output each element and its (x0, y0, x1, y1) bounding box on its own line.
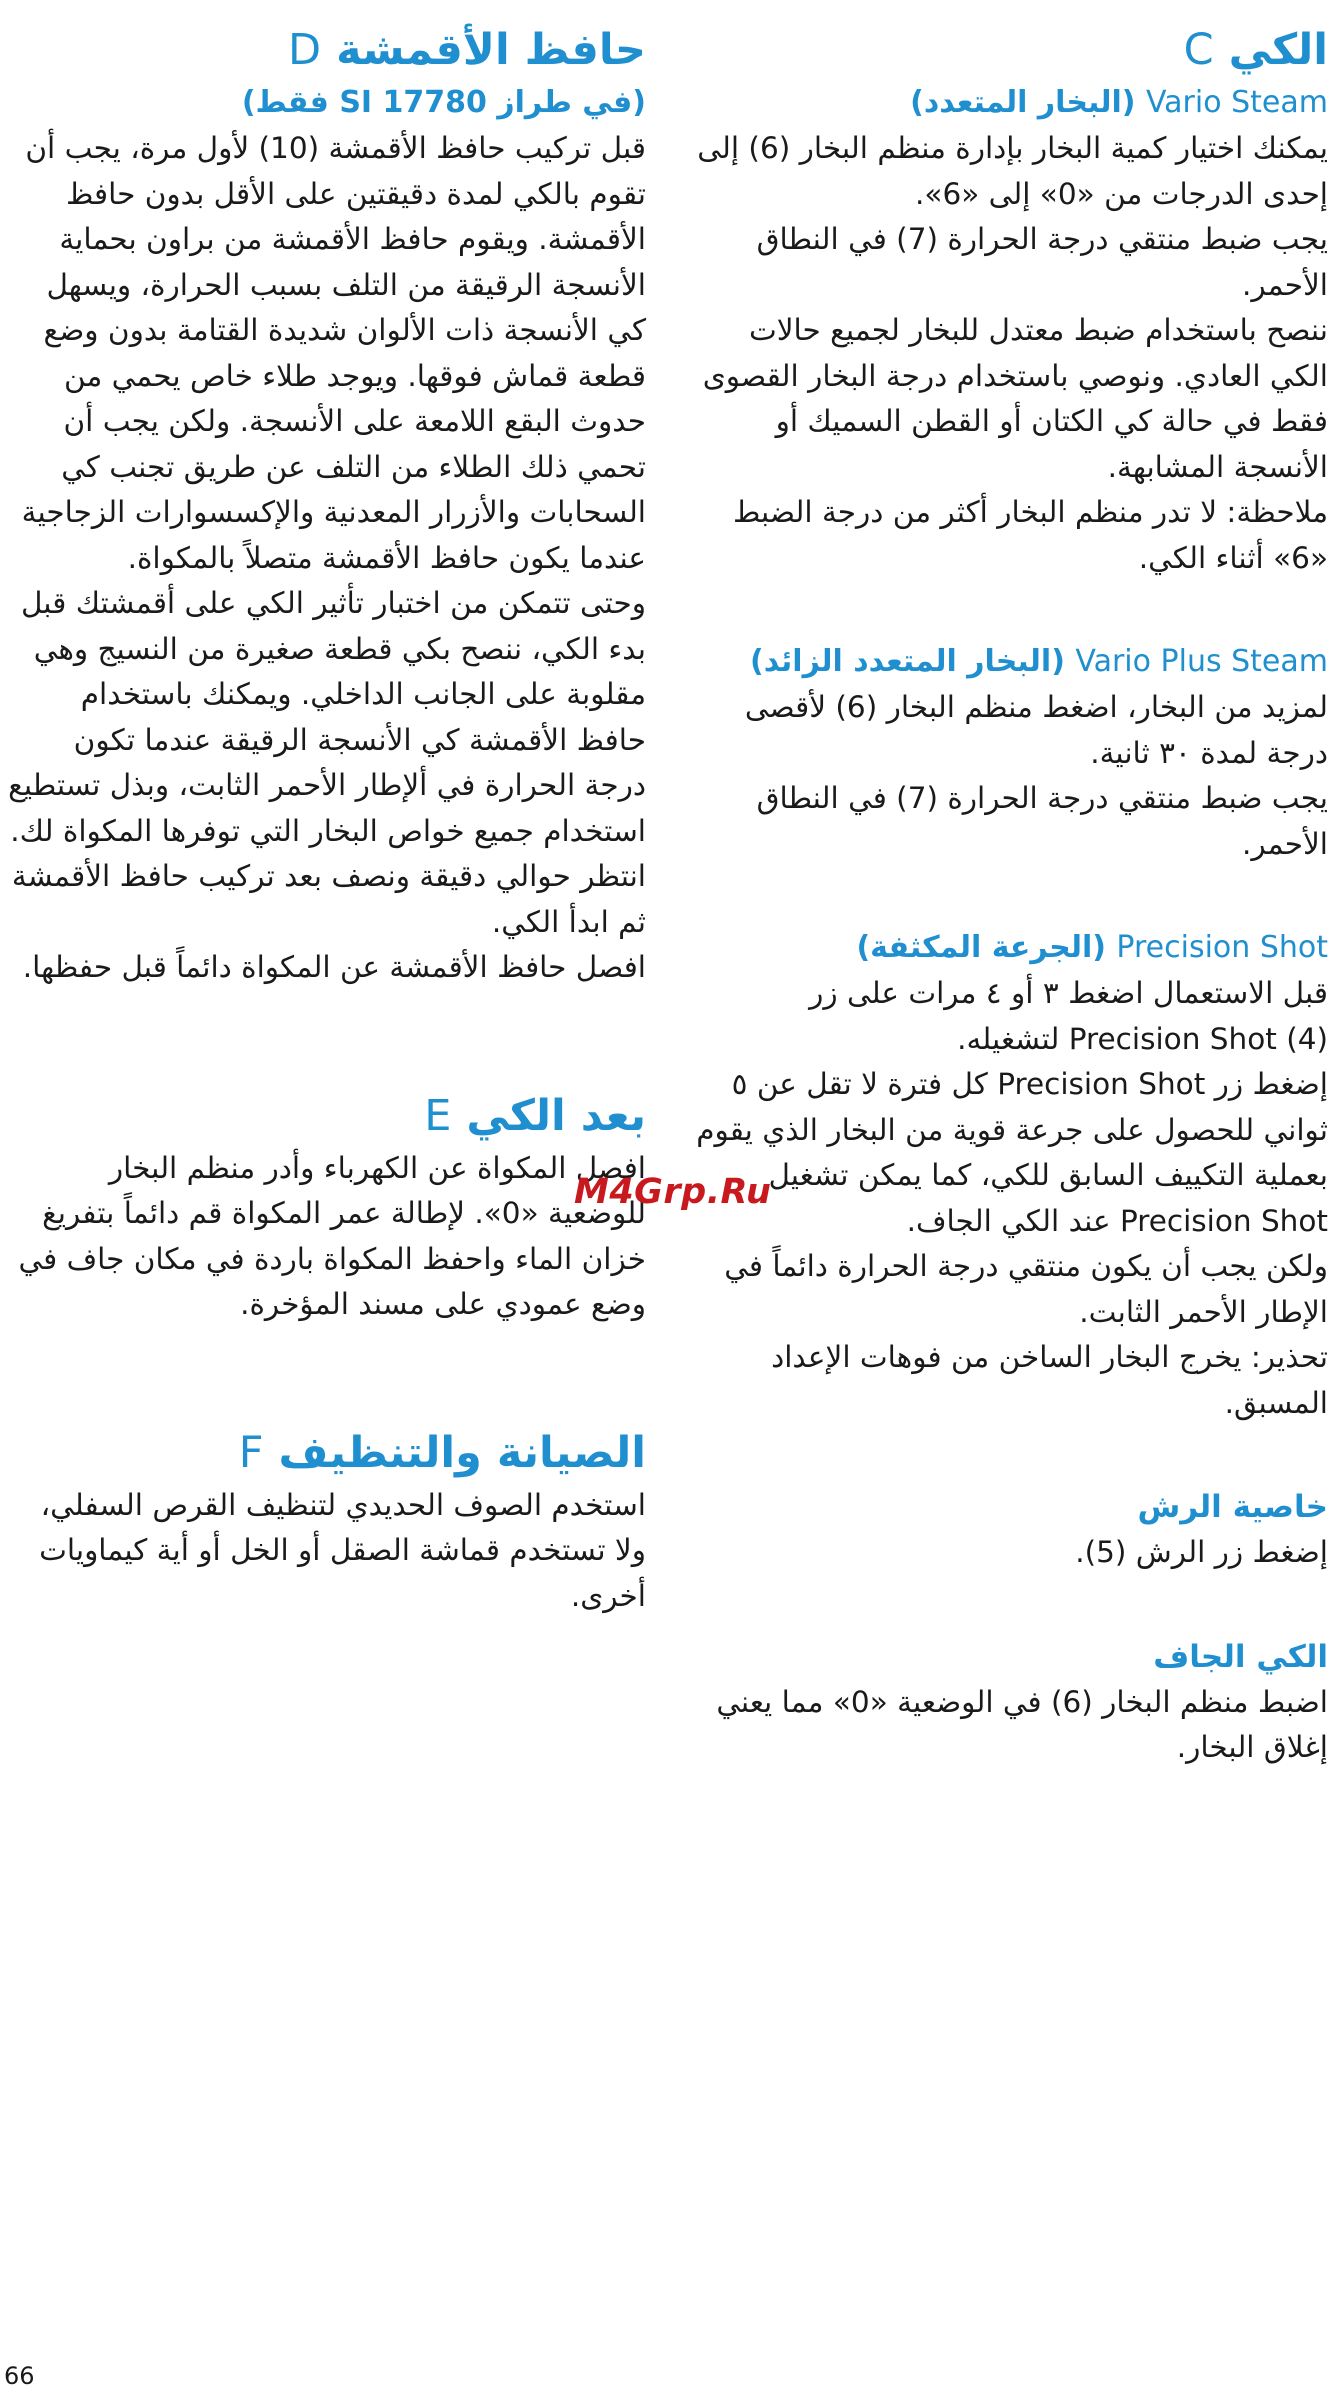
watermark-text: M4Grp.Ru (574, 1172, 772, 1212)
section-e-title: بعد الكي (466, 1090, 646, 1141)
vario-steam-latin: Vario Steam (1145, 85, 1328, 120)
precision-shot-para-3: ولكن يجب أن يكون منتقي درجة الحرارة دائماً في الإطار الأحمر الثابت. (724, 1249, 1328, 1329)
vario-steam-heading (692, 80, 1328, 126)
precision-shot-arabic: (الجرعة المكثفة) (856, 930, 1106, 965)
section-f-heading (6, 1423, 646, 1483)
dry-ironing-heading: الكي الجاف (1153, 1638, 1328, 1675)
vario-plus-para-1: لمزيد من البخار، اضغط منظم البخار (6) لأقصى درجة لمدة ٣٠ ثانية. (744, 690, 1328, 770)
precision-shot-para-4: تحذير: يخرج البخار الساخن من فوهات الإعداد المسبق. (771, 1340, 1328, 1420)
section-c-letter: C (1183, 25, 1214, 75)
fabric-protector-para-4: افصل حافظ الأقمشة عن المكواة دائماً قبل حفظها. (22, 950, 646, 984)
section-c-title: الكي (1228, 25, 1328, 75)
spray-heading: خاصية الرش (1137, 1489, 1328, 1525)
precision-shot-latin: Precision Shot (1116, 930, 1328, 965)
vario-plus-latin: Vario Plus Steam (1075, 644, 1328, 679)
precision-shot-heading (692, 925, 1328, 971)
precision-shot-para-2: إضغط زر Precision Shot كل فترة لا تقل عن ٥ ثواني للحصول على جرعة قوية من البخار الذي يقوم بعملية التكييف السابق للكي، كما يمكن تشغيل Precision Shot عند الكي الجاف. (696, 1067, 1328, 1238)
vario-plus-heading (692, 639, 1328, 685)
fabric-protector-para-3: انتظر حوالي دقيقة ونصف بعد تركيب حافظ الأقمشة ثم ابدأ الكي. (11, 859, 646, 939)
dry-ironing-para-1: اضبط منظم البخار (6) في الوضعية «0» مما يعني إغلاق البخار. (716, 1684, 1328, 1764)
fabric-protector-para-2: وحتى تتمكن من اختبار تأثير الكي على أقمشتك قبل بدء الكي، ننصح بكي قطعة صغيرة من النسيج وهي مقلوبة على الجانب الداخلي. ويمكنك باستخدام حافظ الأقمشة كي الأنسجة الرقيقة عندما تكون درجة الحرارة في ألإطار الأحمر الثابت، وبذل تستطيع استخدام جميع خواص البخار التي توفرها المكواة لك. (8, 586, 646, 848)
fabric-protector-para-1: قبل تركيب حافظ الأقمشة (10) لأول مرة، يجب أن تقوم بالكي لمدة دقيقتين على الأقل بدون حافظ الأقمشة. ويقوم حافظ الأقمشة من براون بحماية الأنسجة الرقيقة من التلف بسبب الحرارة، ويسهل كي الأنسجة ذات الألوان شديدة القتامة بدون وضع قطعة قماش فوقها. ويوجد طلاء خاص يحمي من حدوث البقع اللامعة على الأنسجة. ولكن يجب أن تحمي ذلك الطلاء من التلف عن طريق تجنب كي السحابات والأزرار المعدنية والإكسسوارات الزجاجية عندما يكون حافظ الأقمشة متصلاً بالمكواة. (21, 131, 646, 575)
vario-plus-arabic: (البخار المتعدد الزائد) (750, 644, 1065, 679)
vario-plus-para-2: يجب ضبط منتقي درجة الحرارة (7) في النطاق الأحمر. (756, 781, 1328, 861)
vario-steam-para-2: يجب ضبط منتقي درجة الحرارة (7) في النطاق الأحمر. (756, 222, 1328, 302)
vario-steam-para-1: يمكنك اختيار كمية البخار بإدارة منظم البخار (6) إلى إحدى الدرجات من «0» إلى «6». (697, 131, 1328, 211)
section-d-subtitle: (في طراز SI 17780 فقط) (241, 85, 646, 120)
section-c-heading (692, 20, 1328, 80)
section-e-letter: E (424, 1090, 452, 1141)
maintenance-para-1: استخدم الصوف الحديدي لتنظيف القرص السفلي، ولا تستخدم قماشة الصقل أو الخل أو أية كيماويات أخرى. (39, 1487, 646, 1613)
spray-para-1: إضغط زر الرش (5). (1075, 1535, 1328, 1569)
vario-steam-arabic: (البخار المتعدد) (910, 85, 1136, 120)
section-e-heading (6, 1086, 646, 1146)
left-column (6, 20, 646, 1619)
page-number: 66 (4, 2362, 35, 2390)
precision-shot-para-1: قبل الاستعمال اضغط ٣ أو ٤ مرات على زر Precision Shot (4) لتشغيله. (809, 976, 1328, 1056)
vario-steam-para-4: ملاحظة: لا تدر منظم البخار أكثر من درجة الضبط «6» أثناء الكي. (732, 495, 1328, 575)
section-d-letter: D (288, 25, 322, 75)
section-d-title: حافظ الأقمشة (336, 25, 646, 75)
after-ironing-para-1: افصل المكواة عن الكهرباء وأدر منظم البخار للوضعية «0». لإطالة عمر المكواة قم دائماً بتفريغ خزان الماء واحفظ المكواة باردة في مكان جاف في وضع عمودي على مسند المؤخرة. (18, 1150, 646, 1321)
section-f-title: الصيانة والتنظيف (278, 1427, 646, 1478)
section-d-heading (6, 20, 646, 80)
section-f-letter: F (238, 1427, 264, 1478)
vario-steam-para-3: ننصح باستخدام ضبط معتدل للبخار لجميع حالات الكي العادي. ونوصي باستخدام درجة البخار القصوى فقط في حالة كي الكتان أو القطن السميك أو الأنسجة المشابهة. (702, 313, 1328, 484)
right-column (692, 20, 1328, 1771)
